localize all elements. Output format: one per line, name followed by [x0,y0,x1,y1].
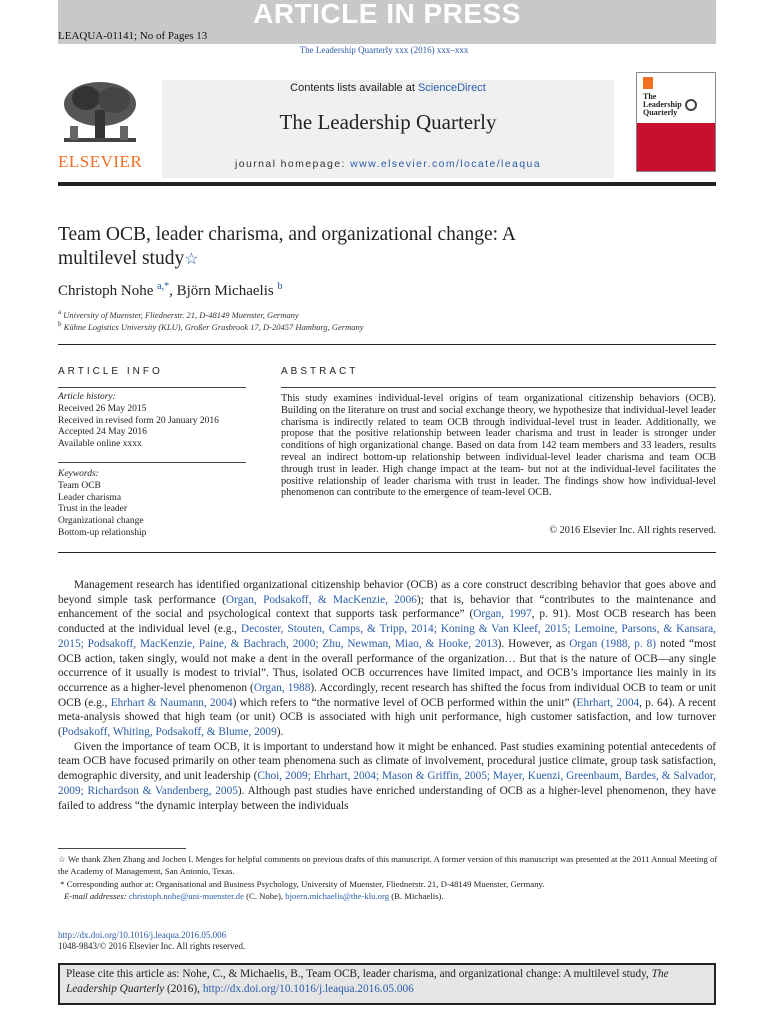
citation-link[interactable]: Organ, 1988 [253,681,311,694]
journal-cover-thumbnail [636,72,716,172]
email-label: E-mail addresses: [64,891,129,901]
title-line-1: Team OCB, leader charisma, and organizational change: A [58,224,516,245]
body-text-run: , p. 64). A recent meta-analysis showed that high team (or unit) OCB is associated with high unit performance, high customer satisfaction, and low turnover ( [58,696,716,739]
email-link-michaelis[interactable]: bjoern.michaelis@the-klu.org [285,891,390,901]
keywords-label: Keywords: [58,469,99,479]
title-line-2 [58,247,618,272]
contents-line [162,82,614,94]
citation-link[interactable]: Organ, 1997 [473,608,532,621]
body-text-run: ); that is, behavior that “contributes to the maintenance and enhancement of the social and psychological context that supports task performance” ( [58,593,716,621]
keyword-item: Team OCB [58,480,101,491]
footnote-corresponding [58,879,718,891]
author-2-affiliation-mark[interactable]: b [277,281,283,292]
email-owner-michaelis: (B. Michaelis). [389,891,444,901]
elsevier-tree-icon [60,80,140,150]
citation-link[interactable]: Ehrhart & Naumann, 2004 [110,696,233,709]
cover-title [643,93,682,117]
abstract-divider [58,552,716,553]
article-info-heading: ARTICLE INFO [58,366,163,377]
citation-link[interactable]: Choi, 2009; Ehrhart, 2004; Mason & Griffin, 2005; Mayer, Kuenzi, Greenbaum, Bardes, & Salvador, 2009; Richardson & Vandenberg, 2005 [58,770,716,797]
homepage-link[interactable]: www.elsevier.com/locate/leaqua [350,158,541,170]
body-text-run: noted “most OCB action, taken singly, would not make a dent in the overall performance of the organization… But that is the nature of OCB—any single occurrence of it usually is modest to trivial”. Thus, isolated OCB occurrences have limited impact, and OCB’s importance lies mainly in its occurrence as a higher-level phenomenon ( [58,637,716,694]
body-text-run: ). However, as [497,637,570,650]
abstract-rule [281,387,716,388]
cover-emblem-icon [685,99,697,111]
keyword-item: Organizational change [58,516,144,527]
elsevier-wordmark: ELSEVIER [58,152,143,171]
affiliation-divider [58,344,716,345]
body-text [58,578,716,813]
homepage-prefix: journal homepage: [235,158,351,170]
email-owner-nohe: (C. Nohe), [243,891,286,901]
doi-link[interactable]: http://dx.doi.org/10.1016/j.leaqua.2016.05.006 [58,930,227,940]
masthead-divider [58,182,716,186]
citation-journal: The Leadership Quarterly [66,968,669,995]
abstract-text: This study examines individual-level origins of team organizational citizenship behaviors (OCB). Building on the literature on trust and social exchange theory, we hypothesize that individual-level leader charisma is indirectly related to team OCB through individual-level trust in leader. Additionally, we propose that the positive relationship between leader charisma and trust in leader is stronger under conditions of high organizational change. Based on data from 142 team members and 33 leaders, results reveal an indirect bottom-up relationship between individual-level leader charisma and team OCB through trust in leader. High change impact at the team- but not at the individual-level facilitates the positive relationship of leader charisma with trust in leader. The findings show how individual-level phenomenon can contribute to the emergence of team-level OCB. [281,393,716,499]
masthead [58,74,716,178]
footnote-acknowledgement-text: We thank Zhen Zhang and Jochen I. Menges for helpful comments on previous drafts of this manuscript. A former version of this manuscript was presented at the 2011 Annual Meeting of the Academy of Management, San Antonio, Texas. [58,854,718,876]
body-text-run: ) which refers to “the normative level of OCB performed within the unit” ( [232,696,577,709]
citation-box [58,963,716,1005]
keyword-item: Trust in the leader [58,504,128,515]
author-2: Björn Michaelis [176,283,274,299]
article-title [58,223,618,272]
journal-masthead-box [162,80,614,178]
affiliation-b-mark: b [58,320,62,328]
author-separator: , [169,283,177,299]
issn-line: 1048-9843/© 2016 Elsevier Inc. All rights reserved. [58,941,246,951]
keyword-item: Bottom-up relationship [58,527,147,538]
keywords-block [58,469,146,540]
contents-prefix: Contents lists available at [290,82,418,94]
author-list [58,281,282,300]
footnote-corresponding-text: Corresponding author at: Organisational and Business Psychology, University of Muenster, Fliednerstr. 21, D-48149 Muenster, Germany. [66,879,545,889]
journal-reference[interactable]: The Leadership Quarterly xxx (2016) xxx–xxx [299,45,469,55]
history-revised: Received in revised form 20 January 2016 [58,415,219,426]
body-text-run: Given the importance of team OCB, it is important to understand how it might be enhanced. Past studies examining potential antecedents of team OCB have focused primarily on other team phenomena such as climate of involvement, procedural justice climate, group task satisfaction, demographic diversity, and unit leadership ( [58,740,716,783]
footnote-emails [58,891,718,903]
abstract-copyright: © 2016 Elsevier Inc. All rights reserved. [549,525,716,536]
citation-link[interactable]: Ehrhart, 2004 [576,696,640,709]
affiliation-a [58,308,299,320]
cover-title-line-2: Leadership [643,100,682,109]
cover-title-line-3: Quarterly [643,108,678,117]
history-received: Received 26 May 2015 [58,403,147,414]
journal-title: The Leadership Quarterly [279,110,497,134]
keywords-rule [58,462,246,463]
citation-link[interactable]: Podsakoff, Whiting, Podsakoff, & Blume, 2009 [61,726,277,739]
body-text-run: ). Although past studies have enriched understanding of OCB as a higher-level phenomenon, they have failed to address “the dynamic interplay between the individuals [58,784,717,812]
cover-elsevier-icon [643,77,653,89]
banner-text: ARTICLE IN PRESS [253,0,521,29]
affiliation-b-text: Kühne Logistics University (KLU), Großer Grasbrook 17, D-20457 Hamburg, Germany [63,321,364,332]
footnote-corresponding-mark: * [60,879,65,889]
citation-doi-link[interactable]: http://dx.doi.org/10.1016/j.leaqua.2016.05.006 [202,983,414,995]
abstract-heading: ABSTRACT [281,366,359,377]
citation-link[interactable]: Organ, Podsakoff, & MacKenzie, 2006 [225,593,417,606]
sciencedirect-link[interactable]: ScienceDirect [417,82,486,94]
email-link-nohe[interactable]: christoph.nohe@uni-muenster.de [128,891,244,901]
footnote-star-icon: ☆ [58,854,66,864]
title-footnote-star-icon[interactable]: ☆ [184,251,199,268]
article-code: LEAQUA-01141; No of Pages 13 [58,30,208,42]
affiliation-a-mark: a [58,308,62,316]
author-1-affiliation-mark[interactable]: a,* [157,281,170,292]
citation-year: (2016), [164,983,203,995]
body-text-run: ). Accordingly, recent research has shifted the focus from individual OCB to team or unit OCB (e.g., [58,681,716,709]
body-paragraph-1 [58,578,716,740]
citation-link[interactable]: Organ (1988, p. 8) [569,637,657,650]
cover-title-line-1: The [643,92,657,101]
body-text-run: , p. 91). Most OCB research has been conducted at the individual level (e.g., [58,608,716,636]
citation-prefix: Please cite this article as: Nohe, C., & Michaelis, B., Team OCB, leader charisma, and organizational change: A multilevel study, [66,968,652,980]
history-accepted: Accepted 24 May 2016 [58,427,147,438]
keyword-item: Leader charisma [58,492,122,503]
footnote-acknowledgement [58,854,718,877]
article-info-rule [58,387,246,388]
body-paragraph-2 [58,740,716,814]
footnote-rule [58,848,186,849]
body-text-run: ). [276,726,284,739]
affiliation-a-text: University of Muenster, Fliednerstr. 21, D-48149 Muenster, Germany [63,309,299,320]
history-online: Available online xxxx [58,439,142,450]
cover-top [637,73,715,123]
article-history [58,392,219,451]
history-label: Article history: [58,392,116,402]
body-text-run: Management research has identified organizational citizenship behavior (OCB) as a core construct describing behavior that goes above and beyond simple task performance ( [58,579,716,606]
author-1: Christoph Nohe [58,283,154,299]
elsevier-logo [58,80,144,176]
journal-homepage [162,158,614,170]
affiliation-b [58,320,364,332]
citation-link[interactable]: Decoster, Stouten, Camps, & Tripp, 2014; Koning & Van Kleef, 2015; Lemoine, Parsons, & Kansara, 2015; Podsakoff, MacKenzie, Paine, & Bachrach, 2000; Zhu, Newman, Miao, & Hooke, 2013 [58,623,717,650]
title-line-2-text: multilevel study [58,248,185,269]
